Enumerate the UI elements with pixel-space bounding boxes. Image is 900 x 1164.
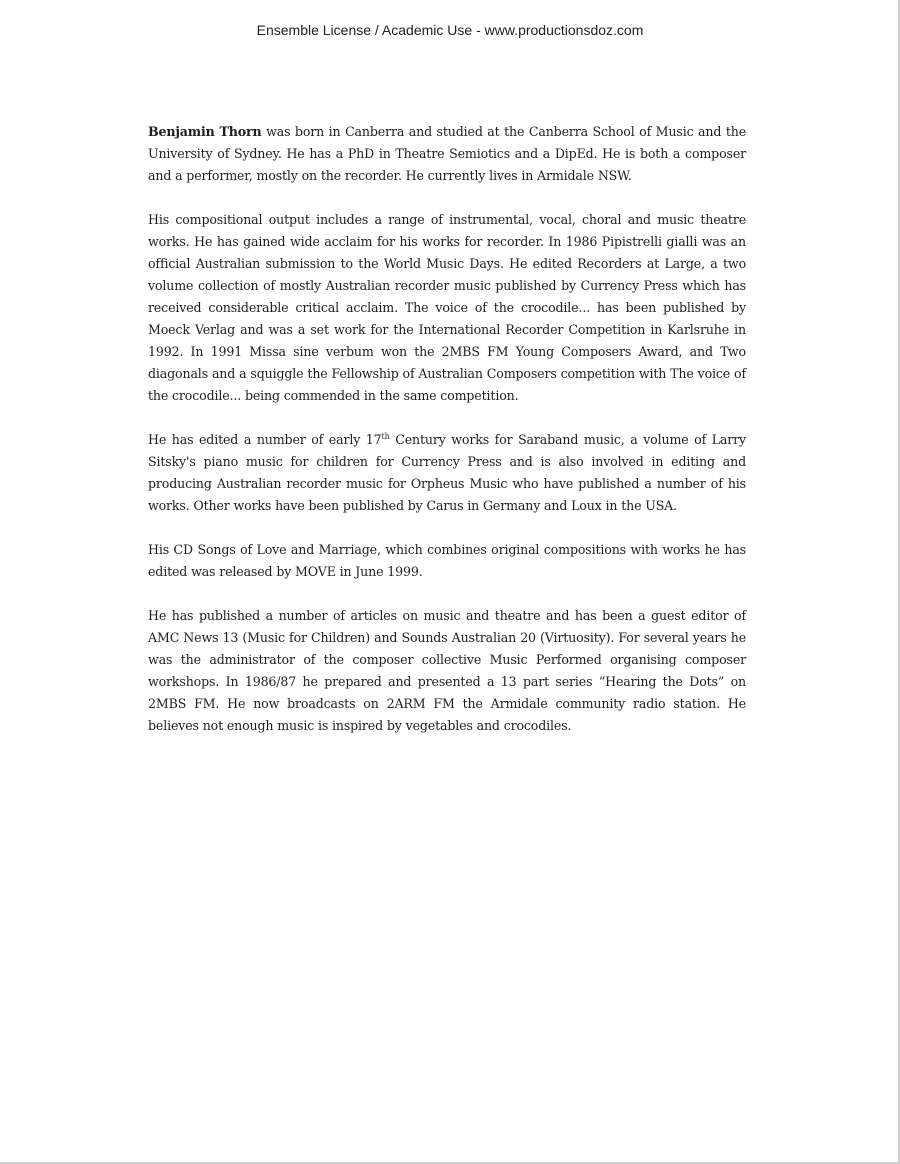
bio-paragraph-2: His compositional output includes a range of instrumental, vocal, choral and music theatre works. He has gained wide acclaim for his works for recorder. In 1986 Pipistrelli gialli was an official Australian submission to the World Music Days. He edited Recorders at Large, a two volume collection of mostly Australian recorder music published by Currency Press which has received considerable critical acclaim. The voice of the crocodile... has been published by Moeck Verlag and was a set work for the International Recorder Competition in Karlsruhe in 1992. In 1991 Missa sine verbum won the 2MBS FM Young Composers Award, and Two diagonals and a squiggle the Fellowship of Australian Composers competition with The voice of the crocodile... being commended in the same competition. — [148, 212, 746, 403]
bio-paragraph-1 — [148, 121, 746, 187]
composer-name: Benjamin Thorn — [148, 124, 262, 139]
bio-paragraph-5: He has published a number of articles on music and theatre and has been a guest editor of AMC News 13 (Music for Children) and Sounds Australian 20 (Virtuosity). For several years he was the administrator of the composer collective Music Performed organising composer workshops. In 1986/87 he prepared and presented a 13 part series “Hearing the Dots” on 2MBS FM. He now broadcasts on 2ARM FM the Armidale community radio station. He believes not enough music is inspired by vegetables and crocodiles. — [148, 608, 746, 733]
license-header: Ensemble License / Academic Use - www.productionsdoz.com — [256, 22, 644, 38]
ordinal-suffix: th — [381, 431, 390, 441]
bio-paragraph-3-text-a: He has edited a number of early 17 — [148, 432, 382, 447]
bio-paragraph-4: His CD Songs of Love and Marriage, which combines original compositions with works he has edited was released by MOVE in June 1999. — [148, 542, 746, 579]
bio-paragraph-3-text-b: Century works for Saraband music, a volume of Larry Sitsky's piano music for children for Currency Press and is also involved in editing and producing Australian recorder music for Orpheus Music who have published a number of his works. Other works have been published by Carus in Germany and Loux in the USA. — [148, 432, 746, 513]
bio-paragraph-3 — [148, 429, 746, 517]
biography — [148, 121, 746, 759]
bio-paragraph-1-text: was born in Canberra and studied at the Canberra School of Music and the University of Sydney. He has a PhD in Theatre Semiotics and a DipEd. He is both a composer and a performer, mostly on the recorder. He currently lives in Armidale NSW. — [148, 124, 746, 183]
